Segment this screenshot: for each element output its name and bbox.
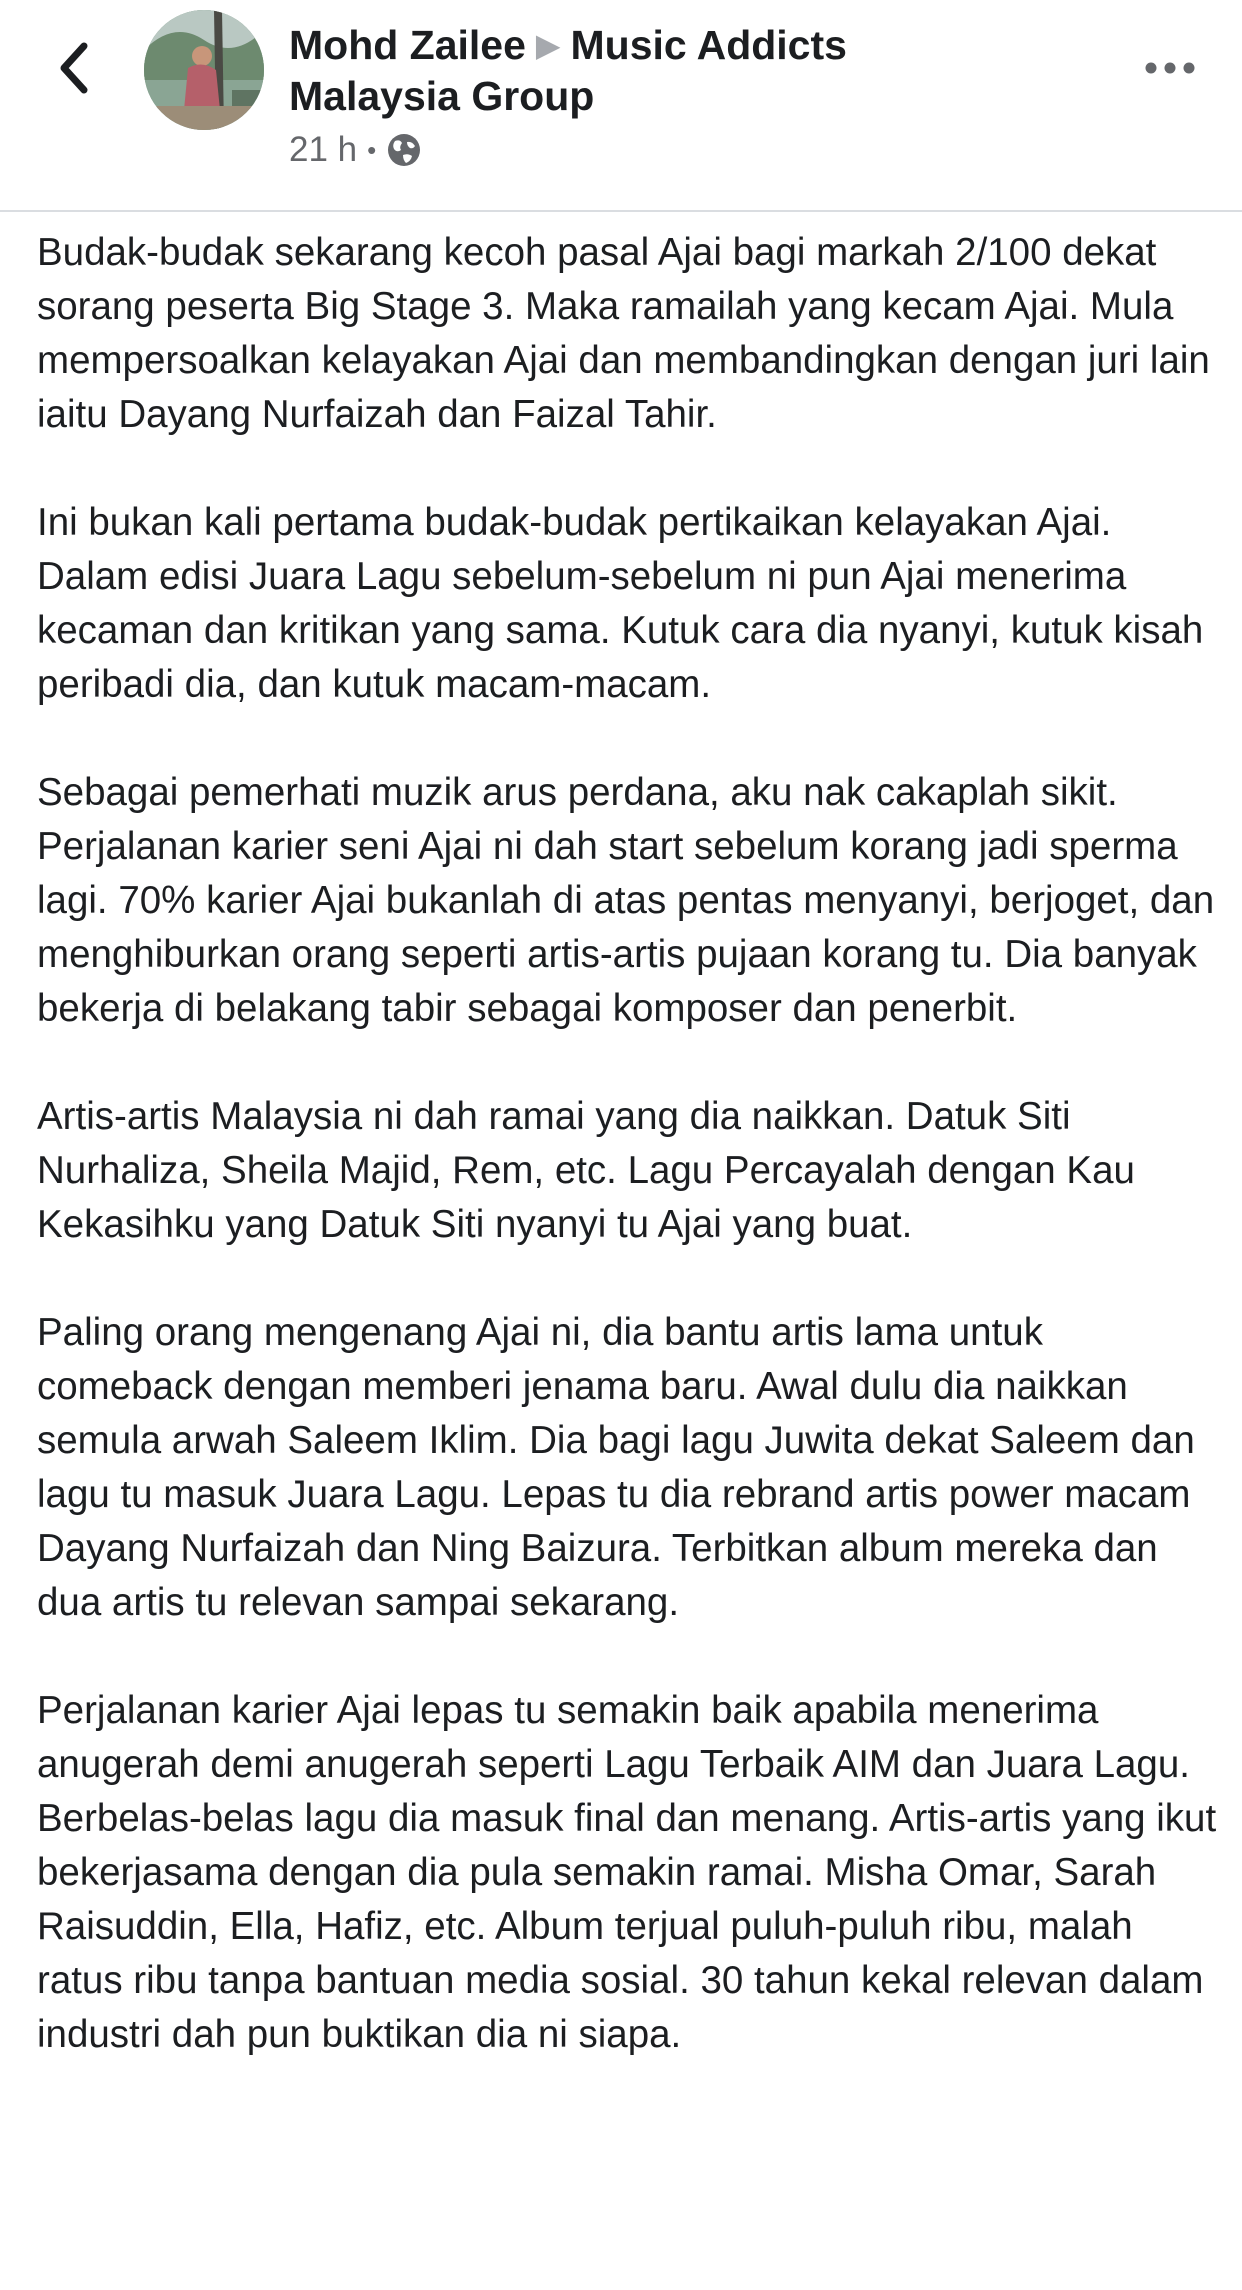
post-paragraph: Paling orang mengenang Ajai ni, dia bantu artis lama untuk comeback dengan memberi jenama baru. Awal dulu dia naikkan semula arwah Saleem Iklim. Dia bagi lagu Juwita dekat Saleem dan lagu tu masuk Juara Lagu. Lepas tu dia rebrand artis power macam Dayang Nurfaizah dan Ning Baizura. Terbitkan album mereka dan dua artis tu relevan sampai sekarang. [37, 1311, 1195, 1624]
globe-icon [386, 132, 422, 168]
post-meta [289, 128, 422, 172]
post-title [289, 20, 929, 122]
arrow-right-icon: ▶ [535, 27, 561, 63]
avatar[interactable] [144, 10, 264, 130]
meta-separator: • [367, 134, 377, 165]
post-paragraph: Sebagai pemerhati muzik arus perdana, aku nak cakaplah sikit. Perjalanan karier seni Ajai ni dah start sebelum korang jadi sperma lagi. 70% karier Ajai bukanlah di atas pentas menyanyi, berjoget, dan menghiburkan orang seperti artis-artis pujaan korang tu. Dia banyak bekerja di belakang tabir sebagai komposer dan penerbit. [37, 771, 1215, 1030]
more-horizontal-icon [1144, 61, 1196, 75]
back-button[interactable] [44, 38, 104, 98]
post-paragraph: Artis-artis Malaysia ni dah ramai yang dia naikkan. Datuk Siti Nurhaliza, Sheila Majid, Rem, etc. Lagu Percayalah dengan Kau Kekasihku yang Datuk Siti nyanyi tu Ajai yang buat. [37, 1095, 1135, 1246]
post-paragraph: Ini bukan kali pertama budak-budak pertikaikan kelayakan Ajai. Dalam edisi Juara Lagu sebelum-sebelum ni pun Ajai menerima kecaman dan kritikan yang sama. Kutuk cara dia nyanyi, kutuk kisah peribadi dia, dan kutuk macam-macam. [37, 501, 1204, 706]
more-options-button[interactable] [1140, 48, 1200, 88]
author-name-link[interactable]: Mohd Zailee [289, 22, 526, 68]
post-header [0, 0, 1242, 212]
group-name-link[interactable]: Music Addicts Malaysia Group [289, 22, 847, 119]
post-timestamp[interactable]: 21 h [289, 130, 358, 169]
chevron-left-icon [54, 40, 94, 96]
post-body [37, 226, 1217, 2116]
post-paragraph: Perjalanan karier Ajai lepas tu semakin baik apabila menerima anugerah demi anugerah seperti Lagu Terbaik AIM dan Juara Lagu. Berbelas-belas lagu dia masuk final dan menang. Artis-artis yang ikut bekerjasama dengan dia pula semakin ramai. Misha Omar, Sarah Raisuddin, Ella, Hafiz, etc. Album terjual puluh-puluh ribu, malah ratus ribu tanpa bantuan media sosial. 30 tahun kekal relevan dalam industri dah pun buktikan dia ni siapa. [37, 1689, 1217, 2056]
post-paragraph: Budak-budak sekarang kecoh pasal Ajai bagi markah 2/100 dekat sorang peserta Big Stage 3. Maka ramailah yang kecam Ajai. Mula mempersoalkan kelayakan Ajai dan membandingkan dengan juri lain iaitu Dayang Nurfaizah dan Faizal Tahir. [37, 231, 1210, 436]
